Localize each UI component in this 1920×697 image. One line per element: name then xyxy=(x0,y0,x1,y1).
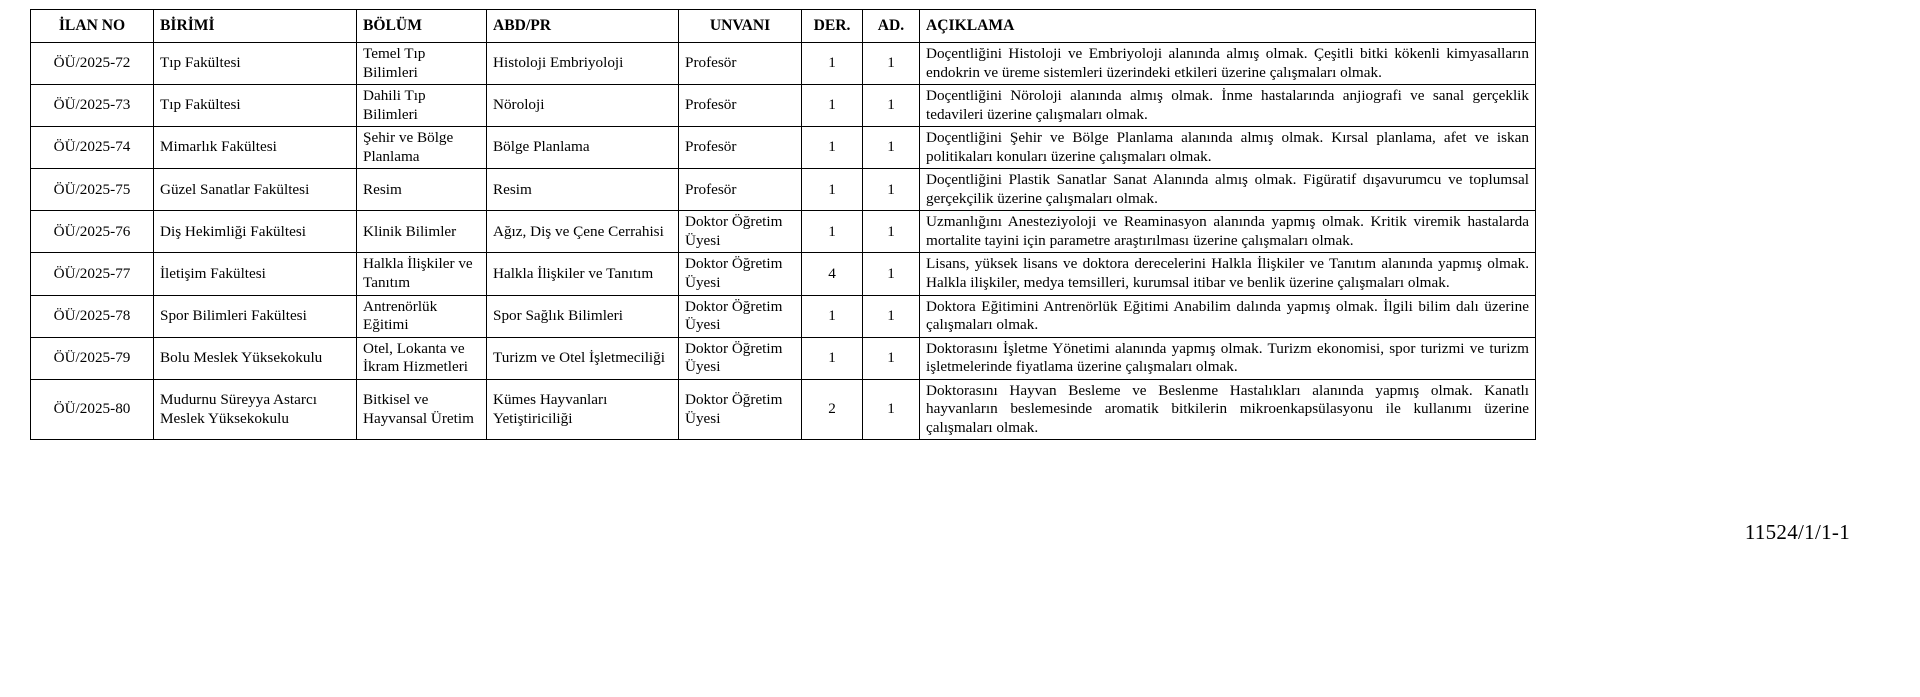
cell-aciklama: Doçentliğini Histoloji ve Embriyoloji alanında almış olmak. Çeşitli bitki kökenli kimyasalların endokrin ve üreme sistemleri üzerindeki etkileri üzerine çalışmaları olmak. xyxy=(920,43,1536,85)
cell-ilan-no: ÖÜ/2025-76 xyxy=(31,211,154,253)
cell-abd-pr: Bölge Planlama xyxy=(487,127,679,169)
cell-ad: 1 xyxy=(863,211,920,253)
table-body xyxy=(31,43,1536,440)
cell-bolum: Resim xyxy=(357,169,487,211)
cell-abd-pr: Halkla İlişkiler ve Tanıtım xyxy=(487,253,679,295)
cell-ad: 1 xyxy=(863,127,920,169)
cell-ilan-no: ÖÜ/2025-73 xyxy=(31,85,154,127)
cell-birimi: Bolu Meslek Yüksekokulu xyxy=(154,337,357,379)
cell-bolum: Klinik Bilimler xyxy=(357,211,487,253)
cell-aciklama: Doktorasını İşletme Yönetimi alanında yapmış olmak. Turizm ekonomisi, spor turizmi ve turizm işletmelerinde fiyatlama üzerine çalışmaları olmak. xyxy=(920,337,1536,379)
academic-positions-table xyxy=(30,9,1536,440)
column-header-aciklama: AÇIKLAMA xyxy=(920,10,1536,43)
cell-ad: 1 xyxy=(863,253,920,295)
cell-bolum: Dahili Tıp Bilimleri xyxy=(357,85,487,127)
cell-ilan-no: ÖÜ/2025-78 xyxy=(31,295,154,337)
document-footer-code: 11524/1/1-1 xyxy=(1744,520,1850,544)
cell-unvani: Profesör xyxy=(679,127,802,169)
column-header-ad: AD. xyxy=(863,10,920,43)
cell-aciklama: Doçentliğini Nöroloji alanında almış olmak. İnme hastalarında anjiografi ve sanal gerçeklik tedavileri üzerine çalışmaları olmak. xyxy=(920,85,1536,127)
table-row xyxy=(31,43,1536,85)
column-header-bolum: BÖLÜM xyxy=(357,10,487,43)
cell-der: 1 xyxy=(802,43,863,85)
cell-abd-pr: Turizm ve Otel İşletmeciliği xyxy=(487,337,679,379)
cell-ilan-no: ÖÜ/2025-77 xyxy=(31,253,154,295)
column-header-ilan-no: İLAN NO xyxy=(31,10,154,43)
cell-der: 4 xyxy=(802,253,863,295)
cell-birimi: Spor Bilimleri Fakültesi xyxy=(154,295,357,337)
cell-unvani: Doktor Öğretim Üyesi xyxy=(679,253,802,295)
cell-unvani: Profesör xyxy=(679,43,802,85)
cell-ilan-no: ÖÜ/2025-80 xyxy=(31,379,154,440)
cell-der: 1 xyxy=(802,211,863,253)
cell-ad: 1 xyxy=(863,379,920,440)
table-header-row xyxy=(31,10,1536,43)
cell-der: 1 xyxy=(802,169,863,211)
column-header-der: DER. xyxy=(802,10,863,43)
cell-aciklama: Doktora Eğitimini Antrenörlük Eğitimi Anabilim dalında yapmış olmak. İlgili bilim dalı üzerine çalışmaları olmak. xyxy=(920,295,1536,337)
cell-bolum: Otel, Lokanta ve İkram Hizmetleri xyxy=(357,337,487,379)
cell-aciklama: Uzmanlığını Anesteziyoloji ve Reaminasyon alanında yapmış olmak. Kritik viremik hastalarda mortalite tayini için parametre araştırılması üzerine çalışmaları olmak. xyxy=(920,211,1536,253)
cell-abd-pr: Nöroloji xyxy=(487,85,679,127)
table-row xyxy=(31,127,1536,169)
table-row xyxy=(31,295,1536,337)
cell-abd-pr: Kümes Hayvanları Yetiştiriciliği xyxy=(487,379,679,440)
cell-ilan-no: ÖÜ/2025-74 xyxy=(31,127,154,169)
cell-unvani: Doktor Öğretim Üyesi xyxy=(679,379,802,440)
table-row xyxy=(31,211,1536,253)
cell-unvani: Profesör xyxy=(679,85,802,127)
cell-bolum: Bitkisel ve Hayvansal Üretim xyxy=(357,379,487,440)
cell-der: 2 xyxy=(802,379,863,440)
cell-der: 1 xyxy=(802,337,863,379)
cell-unvani: Doktor Öğretim Üyesi xyxy=(679,211,802,253)
cell-ad: 1 xyxy=(863,337,920,379)
cell-abd-pr: Histoloji Embriyoloji xyxy=(487,43,679,85)
cell-ad: 1 xyxy=(863,295,920,337)
table-row xyxy=(31,253,1536,295)
cell-birimi: Mimarlık Fakültesi xyxy=(154,127,357,169)
cell-ilan-no: ÖÜ/2025-75 xyxy=(31,169,154,211)
cell-der: 1 xyxy=(802,85,863,127)
cell-unvani: Doktor Öğretim Üyesi xyxy=(679,295,802,337)
cell-abd-pr: Ağız, Diş ve Çene Cerrahisi xyxy=(487,211,679,253)
cell-bolum: Şehir ve Bölge Planlama xyxy=(357,127,487,169)
cell-aciklama: Lisans, yüksek lisans ve doktora derecelerini Halkla İlişkiler ve Tanıtım alanında yapmış olmak. Halkla ilişkiler, medya temsilleri, kurumsal itibar ve benlik üzerine çalışmaları olmak. xyxy=(920,253,1536,295)
table-header xyxy=(31,10,1536,43)
cell-birimi: Güzel Sanatlar Fakültesi xyxy=(154,169,357,211)
cell-ad: 1 xyxy=(863,85,920,127)
cell-birimi: Tıp Fakültesi xyxy=(154,43,357,85)
cell-bolum: Temel Tıp Bilimleri xyxy=(357,43,487,85)
cell-abd-pr: Spor Sağlık Bilimleri xyxy=(487,295,679,337)
cell-aciklama: Doktorasını Hayvan Besleme ve Beslenme Hastalıkları alanında yapmış olmak. Kanatlı hayvanların beslemesinde aromatik bitkilerin mikroenkapsülasyonu ile kullanımı üzerine çalışmaları olmak. xyxy=(920,379,1536,440)
cell-aciklama: Doçentliğini Şehir ve Bölge Planlama alanında almış olmak. Kırsal planlama, afet ve iskan politikaları konuları üzerine çalışmaları olmak. xyxy=(920,127,1536,169)
table-row xyxy=(31,85,1536,127)
cell-aciklama: Doçentliğini Plastik Sanatlar Sanat Alanında almış olmak. Figüratif dışavurumcu ve toplumsal gerçekçilik üzerine çalışmaları olmak. xyxy=(920,169,1536,211)
table-row xyxy=(31,169,1536,211)
cell-unvani: Doktor Öğretim Üyesi xyxy=(679,337,802,379)
cell-ad: 1 xyxy=(863,43,920,85)
table-row xyxy=(31,379,1536,440)
cell-ad: 1 xyxy=(863,169,920,211)
table-row xyxy=(31,337,1536,379)
cell-bolum: Antrenörlük Eğitimi xyxy=(357,295,487,337)
cell-der: 1 xyxy=(802,127,863,169)
cell-birimi: İletişim Fakültesi xyxy=(154,253,357,295)
cell-ilan-no: ÖÜ/2025-79 xyxy=(31,337,154,379)
column-header-abd-pr: ABD/PR xyxy=(487,10,679,43)
cell-birimi: Diş Hekimliği Fakültesi xyxy=(154,211,357,253)
cell-birimi: Tıp Fakültesi xyxy=(154,85,357,127)
cell-bolum: Halkla İlişkiler ve Tanıtım xyxy=(357,253,487,295)
cell-birimi: Mudurnu Süreyya Astarcı Meslek Yüksekokulu xyxy=(154,379,357,440)
cell-der: 1 xyxy=(802,295,863,337)
column-header-unvani: UNVANI xyxy=(679,10,802,43)
column-header-birimi: BİRİMİ xyxy=(154,10,357,43)
cell-ilan-no: ÖÜ/2025-72 xyxy=(31,43,154,85)
cell-unvani: Profesör xyxy=(679,169,802,211)
cell-abd-pr: Resim xyxy=(487,169,679,211)
